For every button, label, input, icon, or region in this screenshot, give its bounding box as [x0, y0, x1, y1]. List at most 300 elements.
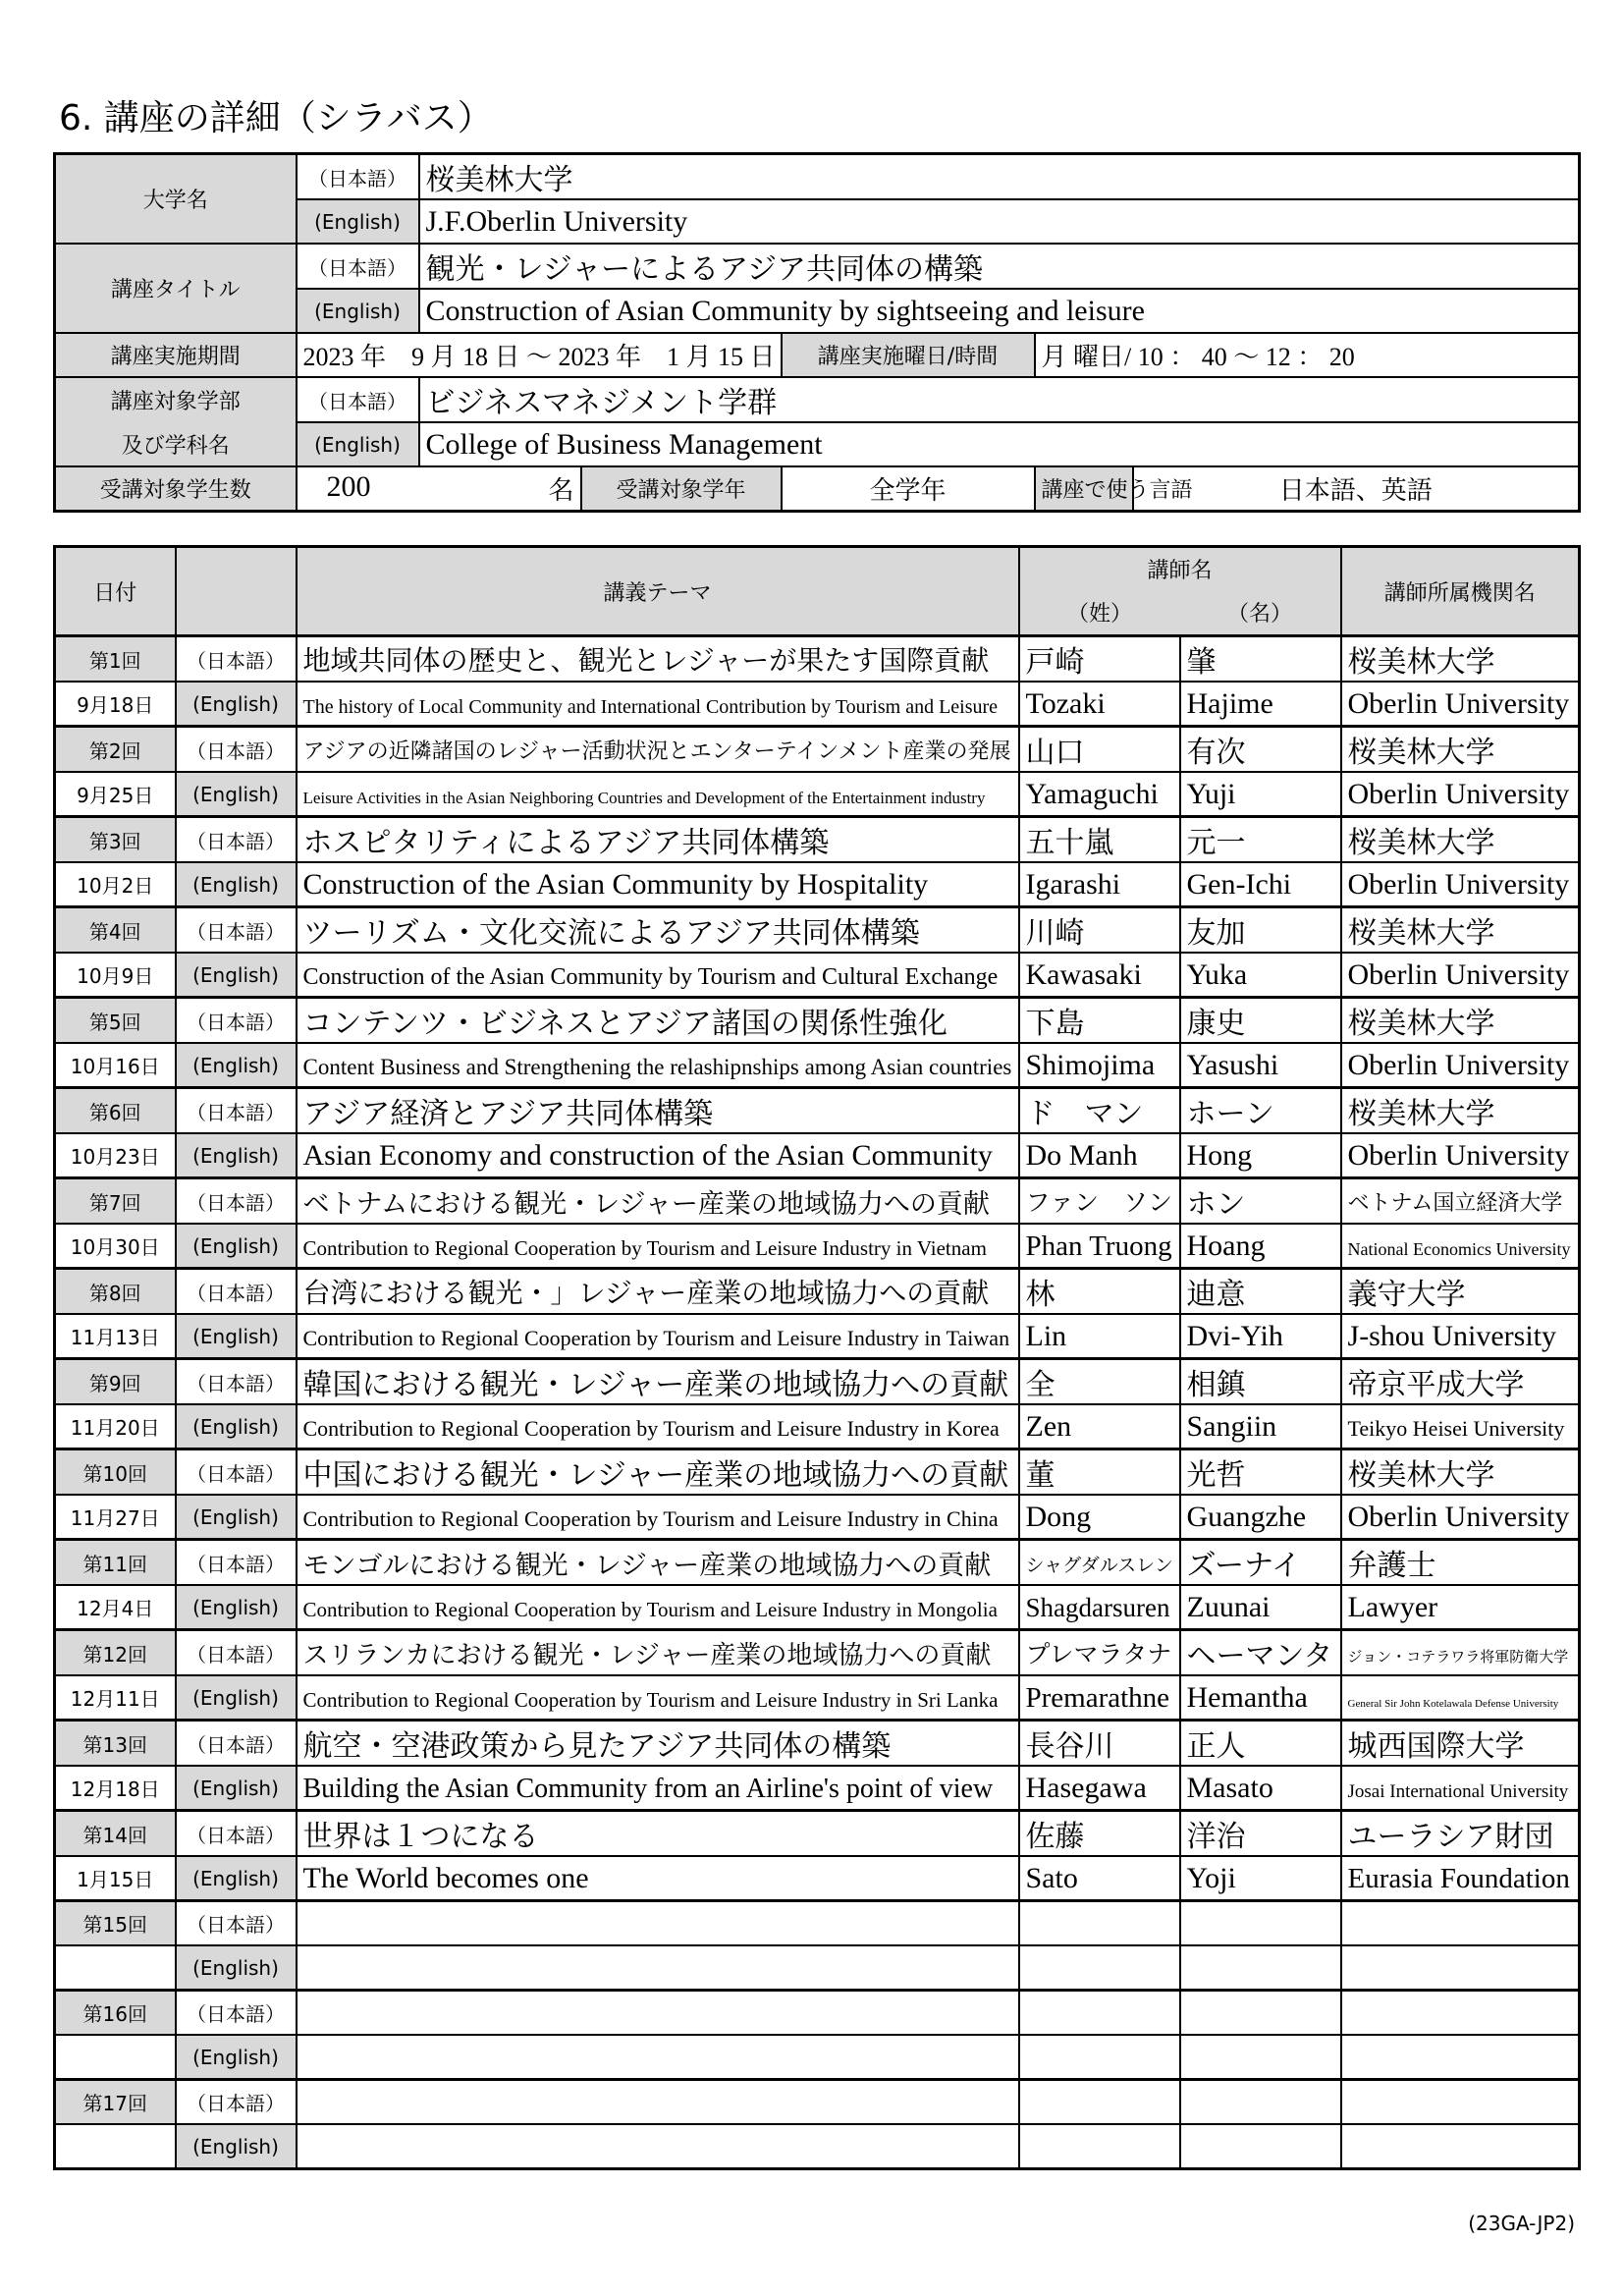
table-row	[55, 1043, 1580, 1088]
num-students: 200	[326, 470, 371, 503]
given-name-ja	[1180, 1269, 1341, 1315]
theme-en	[297, 1314, 1019, 1359]
surname-en-text: Tozaki	[1025, 686, 1106, 720]
given-name-ja	[1180, 2080, 1341, 2125]
lecture-number: 第4回	[55, 907, 176, 954]
lecture-number: 第3回	[55, 817, 176, 863]
affiliation-en	[1341, 1224, 1580, 1269]
target-year-value: 全学年	[782, 466, 1035, 512]
ja-label: （日本語）	[176, 1901, 297, 1946]
given-name-ja-text: 元一	[1186, 827, 1246, 859]
en-label: (English)	[176, 1675, 297, 1721]
en-label: (English)	[176, 682, 297, 727]
given-name-en-text: Dvi-Yih	[1186, 1319, 1283, 1352]
given-name-en-text: Hemantha	[1186, 1680, 1308, 1714]
surname-en	[1019, 953, 1180, 998]
affiliation-en	[1341, 1945, 1580, 1991]
en-label: (English)	[176, 1585, 297, 1630]
table-row	[55, 1585, 1580, 1630]
affiliation-en-text: Oberlin University	[1347, 1500, 1570, 1533]
theme-en-text: Building the Asian Community from an Airline's point of view	[302, 1773, 994, 1804]
num-students-unit: 名	[548, 476, 574, 506]
surname-en	[1019, 2035, 1180, 2080]
surname-en	[1019, 1856, 1180, 1901]
affiliation-ja	[1341, 636, 1580, 683]
surname-ja-text: 董	[1025, 1459, 1056, 1492]
given-name-en-text: Gen-Ichi	[1186, 867, 1292, 901]
en-label: (English)	[176, 862, 297, 907]
surname-en-text: Yamaguchi	[1025, 777, 1159, 810]
surname-header: （姓）	[1019, 589, 1180, 635]
lecture-date: 11月13日	[55, 1314, 176, 1359]
theme-en	[297, 862, 1019, 907]
theme-en	[297, 1675, 1019, 1721]
affiliation-en	[1341, 772, 1580, 817]
page-title: 6. 講座の詳細（シラバス）	[59, 98, 493, 138]
lecture-date: 9月18日	[55, 682, 176, 727]
given-name-en	[1180, 862, 1341, 907]
affiliation-en-text: General Sir John Kotelawala Defense University	[1347, 1697, 1559, 1710]
affiliation-ja	[1341, 1449, 1580, 1496]
affiliation-ja	[1341, 1178, 1580, 1225]
surname-ja-text: シャグダルスレン	[1025, 1556, 1173, 1576]
affiliation-ja	[1341, 817, 1580, 863]
table-row	[55, 772, 1580, 817]
en-label: (English)	[176, 1495, 297, 1540]
weekday-time-label: 講座実施曜日/時間	[782, 333, 1035, 377]
affiliation-en	[1341, 1404, 1580, 1449]
surname-ja-text: 川崎	[1025, 917, 1085, 950]
surname-ja	[1019, 907, 1180, 954]
ja-label: （日本語）	[176, 636, 297, 683]
table-row	[55, 2124, 1580, 2169]
surname-en	[1019, 862, 1180, 907]
table-row	[55, 2080, 1580, 2125]
ja-label: （日本語）	[297, 244, 419, 289]
surname-en	[1019, 1675, 1180, 1721]
surname-en	[1019, 1314, 1180, 1359]
surname-ja	[1019, 817, 1180, 863]
lecture-number: 第14回	[55, 1811, 176, 1857]
theme-en-text: Contribution to Regional Cooperation by Tourism and Leisure Industry in Sri Lanka	[302, 1687, 999, 1712]
affiliation-en	[1341, 2035, 1580, 2080]
surname-ja	[1019, 1359, 1180, 1405]
table-row	[55, 862, 1580, 907]
surname-ja-text: 林	[1025, 1279, 1056, 1311]
theme-en-text: Construction of the Asian Community by Hospitality	[302, 867, 929, 901]
given-name-en	[1180, 1133, 1341, 1178]
affiliation-en	[1341, 1314, 1580, 1359]
theme-ja-text: 中国における観光・レジャー産業の地域協力への貢献	[302, 1459, 1009, 1492]
lecture-number: 第17回	[55, 2080, 176, 2125]
en-label: (English)	[176, 772, 297, 817]
theme-ja-text: 世界は１つになる	[302, 1821, 539, 1853]
given-name-en-text: Yuji	[1186, 777, 1236, 810]
course-info-table	[53, 152, 1581, 513]
surname-ja	[1019, 1540, 1180, 1586]
lecture-date: 12月11日	[55, 1675, 176, 1721]
lecture-number: 第16回	[55, 1991, 176, 2036]
en-label: (English)	[176, 2124, 297, 2169]
table-row	[55, 1540, 1580, 1586]
lecture-number: 第7回	[55, 1178, 176, 1225]
surname-en	[1019, 1133, 1180, 1178]
surname-ja-text: 全	[1025, 1369, 1056, 1401]
theme-en	[297, 1043, 1019, 1088]
university-en: J.F.Oberlin University	[419, 199, 1580, 244]
language-value: 日本語、英語	[1133, 466, 1580, 512]
theme-en-text: Contribution to Regional Cooperation by Tourism and Leisure Industry in Vietnam	[302, 1235, 987, 1260]
theme-ja	[297, 1721, 1019, 1767]
given-name-ja	[1180, 1630, 1341, 1676]
ja-label: （日本語）	[176, 1449, 297, 1496]
given-name-en-text: Masato	[1186, 1771, 1273, 1804]
surname-ja-text: 山口	[1025, 737, 1085, 769]
affiliation-ja-text: 桜美林大学	[1347, 1098, 1495, 1130]
surname-ja-text: ファン ソン	[1025, 1190, 1173, 1217]
lecture-schedule-table	[53, 545, 1581, 2170]
theme-en	[297, 953, 1019, 998]
ja-label: （日本語）	[297, 154, 419, 200]
theme-en	[297, 1585, 1019, 1630]
affiliation-ja	[1341, 1359, 1580, 1405]
affiliation-ja-text: ジョン・コテラワラ将軍防衛大学	[1347, 1650, 1569, 1666]
ja-label: （日本語）	[176, 1540, 297, 1586]
table-row	[55, 1449, 1580, 1496]
given-name-en-text: Zuunai	[1186, 1590, 1271, 1623]
ja-label: （日本語）	[176, 1721, 297, 1767]
surname-ja-text: 下島	[1025, 1008, 1085, 1040]
lecture-date: 10月23日	[55, 1133, 176, 1178]
surname-ja	[1019, 1269, 1180, 1315]
given-name-ja-text: 光哲	[1186, 1459, 1246, 1492]
affiliation-ja	[1341, 1901, 1580, 1946]
surname-en	[1019, 1585, 1180, 1630]
surname-ja-text: 五十嵐	[1025, 827, 1114, 859]
lecture-date: 11月20日	[55, 1404, 176, 1449]
period-value: 2023 年 9 月 18 日 ～ 2023 年 1 月 15 日	[297, 333, 782, 377]
table-row	[55, 1675, 1580, 1721]
theme-en-text: The history of Local Community and International Contribution by Tourism and Leisure	[302, 695, 999, 718]
table-row	[55, 1269, 1580, 1315]
en-label: (English)	[176, 1314, 297, 1359]
affiliation-en	[1341, 862, 1580, 907]
en-label: (English)	[176, 1766, 297, 1811]
affiliation-ja	[1341, 1540, 1580, 1586]
lecture-number: 第1回	[55, 636, 176, 683]
affiliation-en	[1341, 1856, 1580, 1901]
affiliation-ja	[1341, 1721, 1580, 1767]
given-name-en	[1180, 1945, 1341, 1991]
theme-en-text: Contribution to Regional Cooperation by Tourism and Leisure Industry in China	[302, 1505, 999, 1531]
given-name-en	[1180, 2124, 1341, 2169]
affiliation-en-text: National Economics University	[1347, 1238, 1571, 1259]
given-name-ja	[1180, 1359, 1341, 1405]
affiliation-en	[1341, 1133, 1580, 1178]
table-row	[55, 1404, 1580, 1449]
lecture-number: 第10回	[55, 1449, 176, 1496]
given-name-en-text: Yoji	[1186, 1861, 1236, 1894]
theme-ja-text: ツーリズム・文化交流によるアジア共同体構築	[302, 917, 920, 950]
given-name-en	[1180, 1404, 1341, 1449]
given-name-en	[1180, 772, 1341, 817]
theme-header: 講義テーマ	[297, 547, 1019, 636]
theme-en-text: The World becomes one	[302, 1861, 589, 1894]
table-row	[55, 1178, 1580, 1225]
lecture-number: 第2回	[55, 727, 176, 773]
surname-en-text: Zen	[1025, 1409, 1072, 1443]
lecture-number: 第13回	[55, 1721, 176, 1767]
theme-ja	[297, 1901, 1019, 1946]
table-row	[55, 1991, 1580, 2036]
given-name-ja-text: 有次	[1186, 737, 1246, 769]
en-label: (English)	[176, 1856, 297, 1901]
affiliation-ja-text: 城西国際大学	[1347, 1730, 1525, 1763]
lecture-date: 9月25日	[55, 772, 176, 817]
given-name-ja-text: ヘーマンタ	[1186, 1640, 1333, 1672]
table-row	[55, 1314, 1580, 1359]
affiliation-ja-text: 桜美林大学	[1347, 1008, 1495, 1040]
surname-en	[1019, 1495, 1180, 1540]
given-name-ja	[1180, 817, 1341, 863]
surname-en-text: Shagdarsuren	[1025, 1592, 1170, 1622]
theme-ja-text: ベトナムにおける観光・レジャー産業の地域協力への貢献	[302, 1188, 990, 1219]
given-name-ja	[1180, 1721, 1341, 1767]
given-name-ja	[1180, 1811, 1341, 1857]
affiliation-ja-text: 桜美林大学	[1347, 737, 1495, 769]
table-row	[55, 2035, 1580, 2080]
given-name-ja	[1180, 1449, 1341, 1496]
given-name-en	[1180, 1314, 1341, 1359]
affiliation-en	[1341, 1766, 1580, 1811]
given-name-ja	[1180, 998, 1341, 1044]
ja-label: （日本語）	[176, 1178, 297, 1225]
table-row	[55, 1811, 1580, 1857]
theme-ja-text: スリランカにおける観光・レジャー産業の地域協力への貢献	[302, 1640, 992, 1669]
table-row	[55, 1088, 1580, 1134]
lecture-date: 12月18日	[55, 1766, 176, 1811]
given-name-ja	[1180, 1088, 1341, 1134]
table-row	[55, 1224, 1580, 1269]
table-row	[55, 636, 1580, 683]
theme-ja	[297, 817, 1019, 863]
ja-label: （日本語）	[176, 907, 297, 954]
faculty-ja: ビジネスマネジメント学群	[419, 377, 1580, 422]
given-name-ja-text: 正人	[1186, 1730, 1246, 1763]
lecture-number: 第11回	[55, 1540, 176, 1586]
theme-en-text: Asian Economy and construction of the Asian Community	[302, 1138, 993, 1172]
lecture-number: 第9回	[55, 1359, 176, 1405]
theme-ja	[297, 1359, 1019, 1405]
given-name-en	[1180, 1675, 1341, 1721]
ja-label: （日本語）	[176, 1088, 297, 1134]
en-label: (English)	[176, 1133, 297, 1178]
surname-en-text: Igarashi	[1025, 867, 1121, 901]
theme-ja	[297, 1178, 1019, 1225]
surname-en	[1019, 772, 1180, 817]
affiliation-ja	[1341, 1811, 1580, 1857]
table-row	[55, 817, 1580, 863]
lecture-date: 10月16日	[55, 1043, 176, 1088]
given-name-en	[1180, 1224, 1341, 1269]
surname-en	[1019, 2124, 1180, 2169]
theme-ja	[297, 1991, 1019, 2036]
affiliation-en-text: Oberlin University	[1347, 1048, 1570, 1081]
given-name-en	[1180, 1043, 1341, 1088]
theme-en-text: Content Business and Strengthening the relashipnships among Asian countries	[302, 1054, 1012, 1079]
table-row	[55, 1630, 1580, 1676]
document-code: (23GA-JP2)	[1468, 2212, 1575, 2235]
target-year-label: 受講対象学年	[581, 466, 782, 512]
affiliation-en-text: Eurasia Foundation	[1347, 1862, 1570, 1894]
lecture-date	[55, 1945, 176, 1991]
course-title-label: 講座タイトル	[55, 244, 297, 333]
surname-ja	[1019, 998, 1180, 1044]
lecturer-header: 講師名	[1019, 547, 1341, 590]
table-row	[55, 1945, 1580, 1991]
affiliation-en	[1341, 682, 1580, 727]
surname-en-text: Dong	[1025, 1500, 1092, 1533]
table-row	[55, 907, 1580, 954]
theme-ja	[297, 727, 1019, 773]
lecture-date: 1月15日	[55, 1856, 176, 1901]
university-ja: 桜美林大学	[419, 154, 1580, 200]
affiliation-ja-text: 桜美林大学	[1347, 646, 1495, 679]
affiliation-en-text: Oberlin University	[1347, 777, 1570, 810]
theme-ja-text: 韓国における観光・レジャー産業の地域協力への貢献	[302, 1369, 1009, 1401]
lecture-date	[55, 2035, 176, 2080]
theme-ja	[297, 1449, 1019, 1496]
lecture-date: 10月9日	[55, 953, 176, 998]
given-name-ja-text: 肇	[1186, 646, 1217, 679]
lecture-number: 第5回	[55, 998, 176, 1044]
affiliation-ja-text: 桜美林大学	[1347, 917, 1495, 950]
affiliation-en	[1341, 1043, 1580, 1088]
surname-en	[1019, 1224, 1180, 1269]
given-name-ja	[1180, 1991, 1341, 2036]
theme-en	[297, 772, 1019, 817]
surname-ja	[1019, 1991, 1180, 2036]
affiliation-en	[1341, 1675, 1580, 1721]
affiliation-header: 講師所属機関名	[1341, 547, 1580, 636]
table-row	[55, 1856, 1580, 1901]
num-students-label: 受講対象学生数	[55, 466, 297, 512]
given-name-ja-text: 迪意	[1186, 1279, 1246, 1311]
en-label: (English)	[297, 199, 419, 244]
ja-label: （日本語）	[176, 727, 297, 773]
ja-label: （日本語）	[176, 1359, 297, 1405]
surname-ja	[1019, 1811, 1180, 1857]
ja-label: （日本語）	[176, 1269, 297, 1315]
faculty-en: College of Business Management	[419, 422, 1580, 466]
theme-ja	[297, 1540, 1019, 1586]
theme-en	[297, 2124, 1019, 2169]
faculty-label-line1: 講座対象学部	[110, 389, 241, 414]
affiliation-ja	[1341, 727, 1580, 773]
affiliation-ja	[1341, 1088, 1580, 1134]
given-name-en-text: Yuka	[1186, 957, 1248, 991]
theme-ja-text: モンゴルにおける観光・レジャー産業の地域協力への貢献	[302, 1550, 992, 1580]
affiliation-en-text: Oberlin University	[1347, 1138, 1570, 1172]
theme-en	[297, 1766, 1019, 1811]
theme-en-text: Contribution to Regional Cooperation by Tourism and Leisure Industry in Mongolia	[302, 1597, 998, 1621]
ja-label: （日本語）	[176, 998, 297, 1044]
lecture-number: 第8回	[55, 1269, 176, 1315]
given-name-en	[1180, 682, 1341, 727]
lecture-date: 10月2日	[55, 862, 176, 907]
given-name-en-text: Yasushi	[1186, 1048, 1279, 1081]
given-name-en-text: Hajime	[1186, 686, 1273, 720]
lecture-number: 第6回	[55, 1088, 176, 1134]
lecture-date: 11月27日	[55, 1495, 176, 1540]
given-name-en	[1180, 1766, 1341, 1811]
theme-ja	[297, 1630, 1019, 1676]
surname-en	[1019, 682, 1180, 727]
affiliation-ja-text: 帝京平成大学	[1347, 1369, 1525, 1401]
given-name-ja-text: 洋治	[1186, 1821, 1246, 1853]
given-name-ja	[1180, 1540, 1341, 1586]
given-name-ja	[1180, 1901, 1341, 1946]
theme-en-text: Contribution to Regional Cooperation by Tourism and Leisure Industry in Korea	[302, 1415, 1000, 1441]
table-row	[55, 953, 1580, 998]
affiliation-ja	[1341, 2080, 1580, 2125]
theme-ja-text: 地域共同体の歴史と、観光とレジャーが果たす国際貢献	[302, 646, 990, 677]
theme-ja	[297, 1269, 1019, 1315]
surname-ja	[1019, 1721, 1180, 1767]
surname-ja-text: プレマラタナ	[1025, 1642, 1172, 1668]
affiliation-ja	[1341, 1269, 1580, 1315]
theme-ja	[297, 1088, 1019, 1134]
ja-label: （日本語）	[176, 1630, 297, 1676]
weekday-time-value: 月 曜日/ 10 ： 40 ～ 12 ： 20	[1035, 333, 1580, 377]
affiliation-ja-text: 桜美林大学	[1347, 1459, 1495, 1492]
affiliation-ja-text: 義守大学	[1347, 1279, 1466, 1311]
theme-ja	[297, 2080, 1019, 2125]
lecture-date: 12月4日	[55, 1585, 176, 1630]
theme-en-text: Leisure Activities in the Asian Neighboring Countries and Development of the Entertainment industry	[302, 788, 986, 807]
ja-label: （日本語）	[176, 817, 297, 863]
given-name-en-text: Hoang	[1186, 1229, 1266, 1262]
surname-ja-text: 戸崎	[1025, 646, 1085, 679]
affiliation-ja	[1341, 1630, 1580, 1676]
theme-ja-text: 台湾における観光・」レジャー産業の地域協力への貢献	[302, 1279, 990, 1309]
given-name-en	[1180, 2035, 1341, 2080]
affiliation-ja-text: 桜美林大学	[1347, 827, 1495, 859]
affiliation-ja-text: ユーラシア財団	[1347, 1821, 1554, 1853]
surname-ja-text: ド マン	[1025, 1098, 1144, 1130]
theme-ja-text: ホスピタリティによるアジア共同体構築	[302, 827, 830, 859]
theme-en	[297, 682, 1019, 727]
en-label: (English)	[176, 1043, 297, 1088]
ja-label: （日本語）	[176, 1811, 297, 1857]
theme-ja-text: 航空・空港政策から見たアジア共同体の構築	[302, 1730, 892, 1763]
surname-ja	[1019, 1630, 1180, 1676]
affiliation-en	[1341, 1495, 1580, 1540]
theme-ja-text: アジア経済とアジア共同体構築	[302, 1098, 714, 1130]
theme-en	[297, 2035, 1019, 2080]
given-name-en	[1180, 1856, 1341, 1901]
lang-header	[176, 547, 297, 636]
surname-en-text: Shimojima	[1025, 1048, 1156, 1081]
surname-en-text: Lin	[1025, 1319, 1067, 1352]
course-title-en: Construction of Asian Community by sightseeing and leisure	[419, 289, 1580, 333]
surname-ja	[1019, 1901, 1180, 1946]
lecture-date: 10月30日	[55, 1224, 176, 1269]
period-label: 講座実施期間	[55, 333, 297, 377]
en-label: (English)	[176, 2035, 297, 2080]
surname-ja	[1019, 1178, 1180, 1225]
table-row	[55, 1133, 1580, 1178]
